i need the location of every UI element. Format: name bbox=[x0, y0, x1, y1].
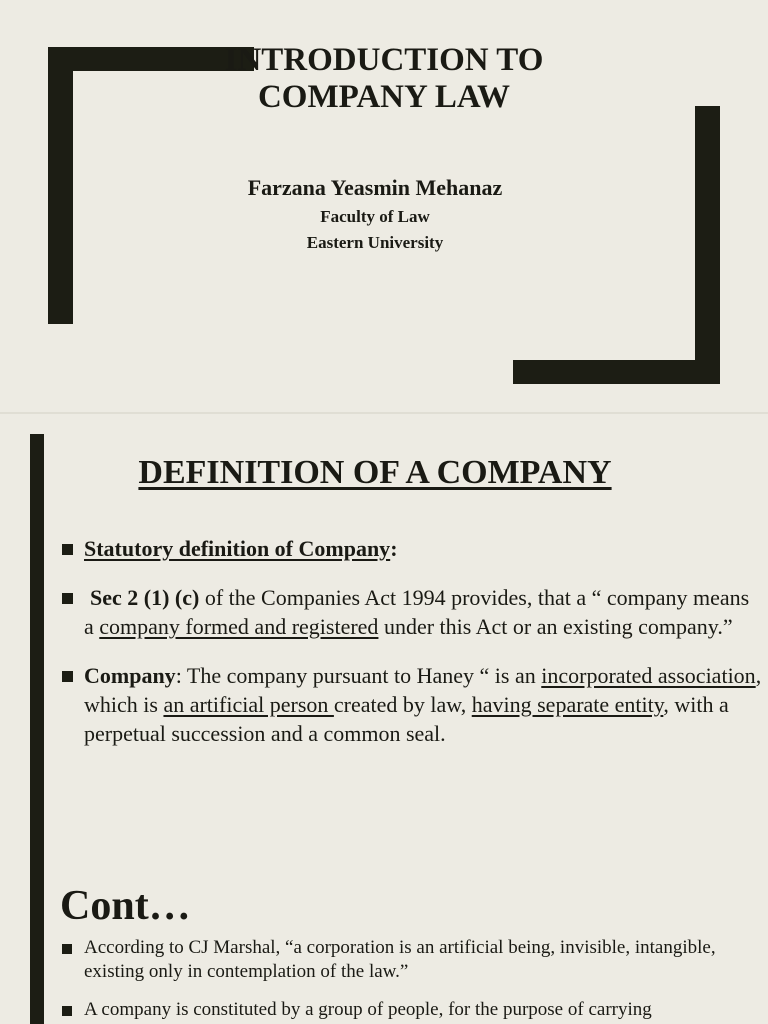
continuation-slide bbox=[0, 864, 768, 1024]
frame-bottom-right-horizontal bbox=[513, 360, 720, 384]
left-accent-bar bbox=[30, 864, 44, 1024]
list-item bbox=[62, 661, 762, 748]
faculty-label: Faculty of Law bbox=[320, 207, 430, 226]
university-label: Eastern University bbox=[306, 233, 444, 252]
text: , with a perpetual succession and a common seal. bbox=[84, 692, 729, 746]
underlined-text: incorporated association bbox=[541, 663, 756, 688]
square-bullet-icon bbox=[62, 671, 73, 682]
underlined-text: company formed and registered bbox=[99, 614, 379, 639]
title-slide bbox=[0, 0, 768, 412]
text: created by law, bbox=[333, 692, 472, 717]
square-bullet-icon bbox=[62, 1006, 72, 1016]
presentation-title bbox=[90, 42, 678, 116]
list-item-text: According to CJ Marshal, “a corporation is an artificial being, invisible, intangible, existing only in contemplation of the law.” bbox=[84, 937, 716, 982]
list-item bbox=[62, 998, 762, 1022]
list-item-text: A company is constituted by a group of people, for the purpose of carrying bbox=[84, 999, 652, 1020]
title-line-2: COMPANY LAW bbox=[257, 79, 511, 115]
slide-title: Cont… bbox=[60, 883, 191, 929]
text: of the Companies Act 1994 provides, that a “ company means a bbox=[84, 585, 750, 639]
square-bullet-icon bbox=[62, 593, 73, 604]
underlined-text: having separate entity bbox=[471, 692, 664, 717]
list-item bbox=[62, 936, 762, 984]
underlined-text: an artificial person bbox=[163, 692, 334, 717]
author-name: Farzana Yeasmin Mehanaz bbox=[247, 175, 503, 200]
text: under this Act or an existing company.” bbox=[378, 614, 733, 639]
text: , which is bbox=[84, 663, 762, 717]
left-accent-bar bbox=[30, 434, 44, 866]
section-reference: Sec 2 (1) (c) bbox=[90, 585, 200, 610]
definition-slide bbox=[0, 412, 768, 866]
title-line-1: INTRODUCTION TO bbox=[224, 42, 544, 78]
square-bullet-icon bbox=[62, 944, 72, 954]
slide-title: DEFINITION OF A COMPANY bbox=[138, 454, 612, 491]
list-item bbox=[62, 534, 762, 563]
list-item bbox=[62, 583, 762, 641]
heading-colon: : bbox=[390, 536, 398, 561]
square-bullet-icon bbox=[62, 544, 73, 555]
statutory-definition-heading: Statutory definition of Company bbox=[84, 536, 391, 561]
bullet-list bbox=[62, 936, 762, 1022]
company-term: Company bbox=[84, 663, 176, 688]
bullet-list bbox=[62, 534, 762, 748]
text: : The company pursuant to Haney “ is an bbox=[175, 663, 542, 688]
